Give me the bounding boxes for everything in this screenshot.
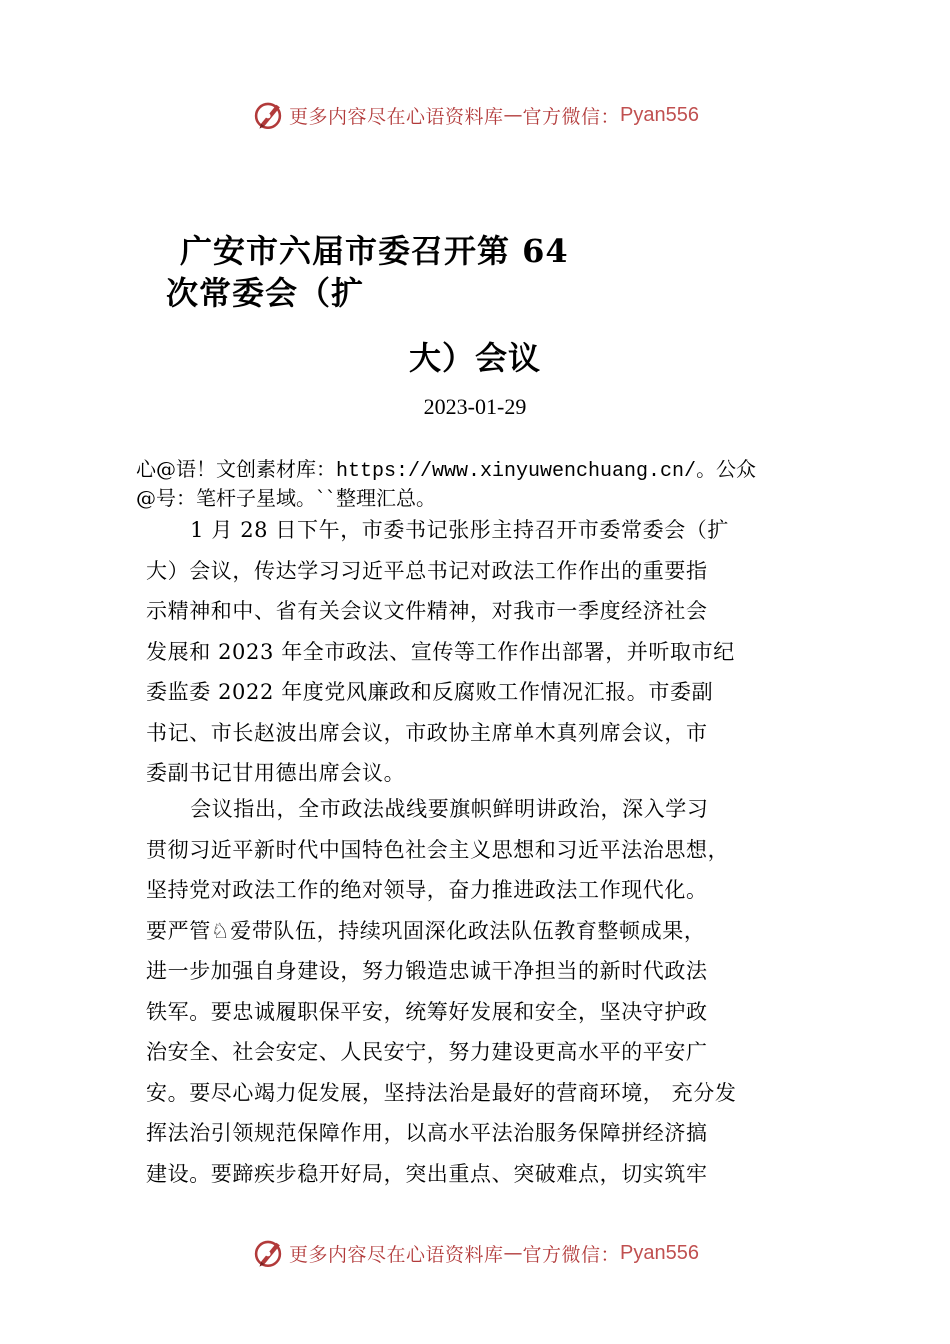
source-note-line-2: @号：笔杆子星域。``整理汇总。 [136, 486, 436, 510]
title-line-1: 广安市六届市委召开第 64 [180, 232, 569, 270]
paragraph-1 [146, 510, 826, 794]
title-line-2: 次常委会（扩 [166, 274, 365, 312]
pen-logo-icon [251, 1236, 285, 1270]
source-url: https://www.xinyuwenchuang.cn/ [336, 460, 697, 483]
paragraph-line: 贯彻习近平新时代中国特色社会主义思想和习近平法治思想， [146, 837, 730, 862]
source-note-suffix: 。公众 [696, 457, 757, 481]
watermark-text: 更多内容尽在心语资料库 [289, 1243, 504, 1266]
paragraph-line: 安。要尽心竭力促发展，坚持法治是最好的营商环境， 充分发 [146, 1080, 737, 1105]
source-note-prefix: 心@语！文创素材库： [136, 457, 336, 481]
paragraph-line: 坚持党对政法工作的绝对领导，奋力推进政法工作现代化。 [146, 878, 708, 902]
watermark-separator: — [503, 104, 523, 126]
source-note [136, 456, 856, 512]
paragraph-line: 要严管♘爱带队伍，持续巩固深化政法队伍教育整顿成果， [146, 918, 706, 943]
paragraph-line: 示精神和中、省有关会议文件精神，对我市一季度经济社会 [146, 599, 708, 623]
paragraph-line: 铁军。要忠诚履职保平安，统筹好发展和安全，坚决守护政 [146, 999, 708, 1024]
watermark-separator: — [503, 1242, 523, 1264]
paragraph-line: 会议指出，全市政法战线要旗帜鲜明讲政治，深入学习 [190, 797, 709, 821]
header-watermark [0, 95, 950, 135]
watermark-text: 更多内容尽在心语资料库 [289, 105, 504, 128]
paragraph-line: 1 月 28 日下午，市委书记张彤主持召开市委常委会（扩 [190, 518, 729, 542]
paragraph-line: 大）会议，传达学习习近平总书记对政法工作作出的重要指 [146, 558, 708, 583]
publish-date: 2023-01-29 [423, 394, 527, 419]
watermark-label: 官方微信： [522, 105, 621, 128]
paragraph-line: 委监委 2022 年度党风廉政和反腐败工作情况汇报。市委副 [146, 680, 714, 704]
pen-logo-icon [251, 98, 285, 132]
watermark-id: Pyan556 [620, 1241, 699, 1264]
paragraph-line: 挥法治引领规范保障作用，以高水平法治服务保障拼经济搞 [146, 1121, 708, 1145]
paragraph-line: 发展和 2023 年全市政法、宣传等工作作出部署，并听取市纪 [146, 639, 735, 664]
paragraph-line: 进一步加强自身建设，努力锻造忠诚干净担当的新时代政法 [146, 959, 708, 983]
title-line-3: 大）会议 [408, 339, 541, 377]
paragraph-line: 建设。要蹄疾步稳开好局，突出重点、突破难点，切实筑牢 [146, 1161, 708, 1186]
paragraph-line: 书记、市长赵波出席会议，市政协主席单木真列席会议，市 [146, 720, 708, 745]
watermark-label: 官方微信： [522, 1243, 621, 1266]
source-note-line-1 [136, 456, 856, 485]
paragraph-2 [146, 789, 826, 1194]
watermark-id: Pyan556 [620, 103, 699, 126]
paragraph-line: 治安全、社会安定、人民安宁，努力建设更高水平的平安广 [146, 1040, 708, 1064]
footer-watermark [0, 1233, 950, 1273]
paragraph-line: 委副书记甘用德出席会议。 [146, 761, 406, 785]
